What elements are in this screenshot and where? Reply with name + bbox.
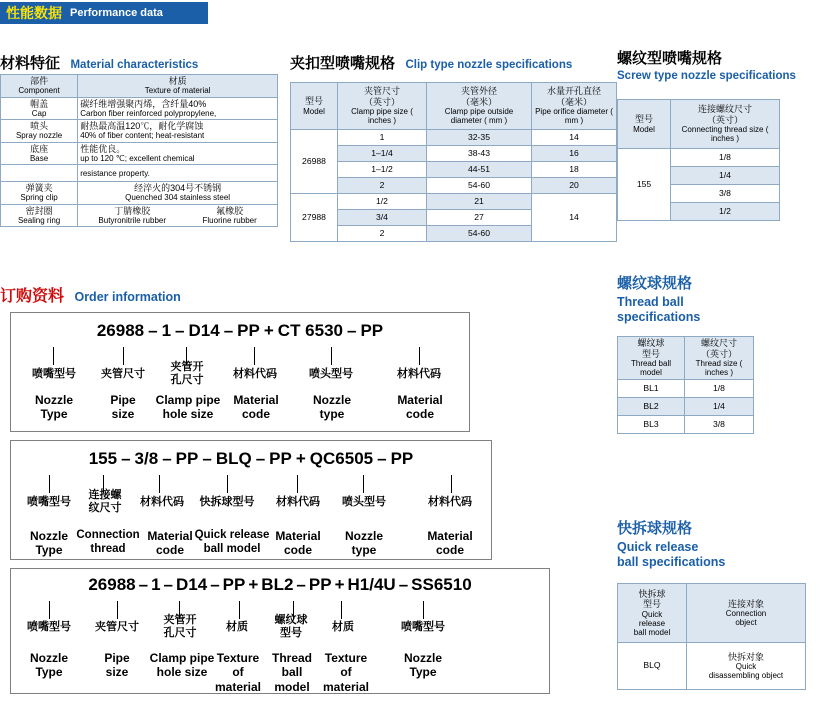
screw-nozzle-title [617, 50, 817, 83]
order3-sep-5: – [296, 575, 306, 594]
order3-label-cn-5: 螺纹球 型号 [274, 614, 308, 639]
order2-tick-6 [363, 475, 364, 493]
quick-release-title [617, 520, 817, 570]
order3-label-cn-1: 喷嘴型号 [27, 621, 71, 633]
order1-seg-pipe-size: 1 [161, 321, 172, 340]
order1-sep-2: – [175, 321, 185, 340]
screw-header-model: 型号 Model [618, 100, 671, 149]
table-row [1, 182, 278, 205]
screw-thread-size: 3/8 [671, 185, 780, 203]
material-desc-line-3: 性能优良。 up to 120 ℃; excellent chemical [78, 142, 278, 165]
table-row [291, 162, 617, 178]
order2-label-en-2: Connection thread [76, 529, 140, 555]
order1-label-en-6: Material code [397, 393, 443, 422]
order3-sep-2: – [163, 575, 174, 594]
clip-header-model: 型号 Model [291, 83, 338, 130]
order2-label-cn-3: 材料代码 [140, 496, 184, 508]
ball-model: BL3 [618, 416, 685, 434]
order1-label-cn-6: 材料代码 [397, 368, 441, 380]
order2-label-cn-2: 连接螺 纹尺寸 [88, 489, 122, 514]
order3-seg-ball-model: BL2 [261, 575, 294, 594]
qr-header-connection-object: 连接对象 Connection object [687, 584, 806, 643]
table-row [618, 416, 754, 434]
clip-title-cn: 夹扣型喷嘴规格 [290, 55, 396, 72]
clip-outside-diameter: 54-60 [427, 178, 532, 194]
table-row [618, 398, 754, 416]
ball-model: BL1 [618, 380, 685, 398]
table-header-row [618, 100, 780, 149]
order2-sep-6: – [377, 449, 387, 468]
order2-label-cn-5: 材料代码 [276, 496, 320, 508]
order1-label-en-4: Material code [233, 393, 279, 422]
table-row [1, 97, 278, 120]
material-title-cn: 材料特征 [0, 55, 61, 72]
order1-tick-4 [254, 347, 255, 365]
order1-label-cn-3: 夹管开 孔尺寸 [170, 361, 204, 386]
order1-label-cn-1: 喷嘴型号 [32, 368, 76, 380]
order2-label-en-5: Material code [275, 529, 321, 558]
order1-seg-model: 26988 [96, 321, 145, 340]
order1-sep-4: + [263, 321, 274, 340]
order3-label-cn-2: 夹管尺寸 [95, 621, 139, 633]
thread-ball-title-en1: Thread ball [617, 295, 684, 309]
material-title-en: Material characteristics [70, 59, 199, 71]
order2-tick-1 [49, 475, 50, 493]
clip-header-outside-diameter: 夹管外径 （毫米） Clamp pipe outside diameter ( mm ) [427, 83, 532, 130]
order-information-title [0, 283, 181, 306]
material-header-component: 部件 Component [1, 75, 78, 98]
order3-sep-1: – [138, 575, 149, 594]
screw-type-nozzle-table [617, 99, 780, 221]
performance-data-banner [0, 2, 208, 24]
order-example-box-2 [10, 440, 492, 560]
order1-label-en-5: Nozzle type [312, 393, 351, 422]
order-title-cn: 订购资料 [0, 288, 65, 305]
clip-pipe-size: 1–1/2 [338, 162, 427, 178]
order3-label-en-7: Nozzle Type [403, 651, 442, 680]
order3-tick-1 [49, 601, 50, 619]
table-row [1, 142, 278, 165]
order2-sep-1: – [121, 449, 131, 468]
table-header-row [291, 83, 617, 130]
clip-outside-diameter: 27 [427, 210, 532, 226]
material-desc-spring-clip: 经淬火的304号不锈钢 Quenched 304 stainless steel [78, 182, 278, 205]
table-row [618, 380, 754, 398]
table-header-row [618, 584, 806, 643]
screw-header-thread-size: 连接螺纹尺寸 （英寸） Connecting thread size ( inches ) [671, 100, 780, 149]
order2-label-cn-1: 喷嘴型号 [27, 496, 71, 508]
order2-tick-7 [451, 475, 452, 493]
material-header-texture: 材质 Texture of material [78, 75, 278, 98]
clip-outside-diameter: 38-43 [427, 146, 532, 162]
qr-title-cn: 快拆球规格 [617, 520, 693, 537]
banner-title-en: Performance data [70, 7, 163, 19]
clip-pipe-size: 1/2 [338, 194, 427, 210]
order-title-en: Order information [74, 290, 181, 304]
qr-header-model: 快拆球 型号 Quick release ball model [618, 584, 687, 643]
order2-seg-nozzle-type: QC6505 [309, 449, 374, 468]
banner-title-cn: 性能数据 [6, 5, 62, 21]
screw-thread-size: 1/8 [671, 149, 780, 167]
clip-orifice-diameter: 20 [532, 178, 617, 194]
clip-pipe-size: 3/4 [338, 210, 427, 226]
order3-label-en-2: Pipe size [104, 651, 130, 680]
table-row [1, 120, 278, 143]
quick-release-ball-table [617, 583, 806, 690]
material-desc-line-1: 碳纤维增强聚丙烯，含纤量40% Carbon fiber reinforced polypropylene, [78, 97, 278, 120]
table-row [1, 165, 278, 182]
order1-sep-1: – [148, 321, 158, 340]
order2-seg-thread: 3/8 [134, 449, 159, 468]
screw-title-cn: 螺纹型喷嘴规格 [617, 50, 723, 67]
order2-label-en-6: Nozzle type [344, 529, 383, 558]
table-row [291, 194, 617, 210]
clip-nozzle-title [290, 52, 572, 73]
order3-tick-7 [423, 601, 424, 619]
order3-sep-6: + [334, 575, 345, 594]
order2-sep-4: – [255, 449, 266, 468]
table-header-row [1, 75, 278, 98]
order1-tick-2 [123, 347, 124, 365]
clip-outside-diameter: 21 [427, 194, 532, 210]
order1-label-en-3: Clamp pipe hole size [155, 393, 221, 422]
clip-title-en: Clip type nozzle specifications [405, 59, 573, 71]
table-row [291, 178, 617, 194]
order2-sep-3: – [202, 449, 212, 468]
order3-label-en-4: Texture of material [214, 651, 262, 694]
table-row [291, 146, 617, 162]
clip-outside-diameter: 44-51 [427, 162, 532, 178]
qr-model: BLQ [618, 643, 687, 690]
order3-seg-nozzle-type: SS6510 [411, 575, 472, 594]
order2-sep-5: + [295, 449, 306, 468]
clip-orifice-diameter: 14 [532, 130, 617, 146]
qr-title-en2: ball specifications [617, 555, 726, 569]
order3-seg-hole-size: D14 [176, 575, 208, 594]
table-row [618, 643, 806, 690]
order3-label-cn-3: 夹管开 孔尺寸 [163, 614, 197, 639]
material-component-base: 底座 Base [1, 142, 78, 165]
material-characteristics-table [0, 74, 278, 227]
clip-model-26988: 26988 [291, 130, 338, 194]
order-example-box-3 [10, 568, 550, 694]
order2-seg-model: 155 [88, 449, 118, 468]
material-component-cap: 帽盖 Cap [1, 97, 78, 120]
material-desc-sealing-ring: 丁腈橡胶 Butyronitrile rubber 氟橡胶 Fluorine rubber [78, 204, 278, 227]
table-row [1, 204, 278, 227]
clip-orifice-diameter: 18 [532, 162, 617, 178]
thread-ball-title [617, 275, 807, 325]
thread-ball-title-en2: specifications [617, 310, 701, 324]
clip-pipe-size: 1 [338, 130, 427, 146]
order3-sep-4: + [248, 575, 259, 594]
qr-title-en1: Quick release [617, 540, 699, 554]
order3-sep-3: – [210, 575, 220, 594]
order3-label-cn-4: 材质 [226, 621, 248, 633]
material-component-sealing-ring: 密封圈 Sealing ring [1, 204, 78, 227]
clip-outside-diameter: 54-60 [427, 226, 532, 242]
order3-seg-material2: PP [308, 575, 332, 594]
material-component-spring-clip: 弹簧夹 Spring clip [1, 182, 78, 205]
order2-label-cn-6: 喷头型号 [342, 496, 386, 508]
order3-label-en-3: Clamp pipe hole size [149, 651, 215, 680]
thread-ball-table [617, 336, 754, 434]
table-row [291, 130, 617, 146]
order3-seg-thread: H1/4U [347, 575, 396, 594]
screw-thread-size: 1/4 [671, 167, 780, 185]
qr-connection-object: 快拆对象 Quick disassembling object [687, 643, 806, 690]
order2-seg-ball-model: BLQ [215, 449, 252, 468]
order1-label-cn-5: 喷头型号 [309, 368, 353, 380]
clip-header-pipe-size: 夹管尺寸 （英寸） Clamp pipe size ( inches ) [338, 83, 427, 130]
order3-label-en-1: Nozzle Type [29, 651, 68, 680]
order3-seg-pipe-size: 1 [151, 575, 161, 594]
order3-label-en-6: Texture of material [322, 651, 370, 694]
order1-seg-material2: PP [360, 321, 384, 340]
clip-pipe-size: 2 [338, 178, 427, 194]
order2-label-en-7: Material code [427, 529, 473, 558]
order2-label-cn-4: 快拆球型号 [199, 496, 255, 508]
order3-seg-material: PP [222, 575, 246, 594]
screw-model-155: 155 [618, 149, 671, 221]
order2-seg-material2: PP [269, 449, 292, 468]
clip-pipe-size: 1–1/4 [338, 146, 427, 162]
clip-orifice-diameter: 14 [532, 194, 617, 242]
clip-outside-diameter: 32-35 [427, 130, 532, 146]
order1-label-en-1: Nozzle Type [34, 393, 73, 422]
table-row [618, 149, 780, 167]
order2-label-en-1: Nozzle Type [29, 529, 68, 558]
order3-sep-7: – [398, 575, 409, 594]
ball-model: BL2 [618, 398, 685, 416]
clip-header-orifice-diameter: 水量开孔直径 （毫米） Pipe orifice diameter ( mm ) [532, 83, 617, 130]
order1-tick-1 [53, 347, 54, 365]
order2-seg-material: PP [175, 449, 199, 468]
ball-thread-size: 1/8 [685, 380, 754, 398]
order3-seg-model: 26988 [88, 575, 136, 594]
order1-tick-6 [419, 347, 420, 365]
thread-ball-title-cn: 螺纹球规格 [617, 275, 693, 292]
table-header-row [618, 337, 754, 380]
order3-tick-2 [117, 601, 118, 619]
order1-tick-5 [331, 347, 332, 365]
screw-title-en: Screw type nozzle specifications [617, 69, 796, 82]
clip-model-27988: 27988 [291, 194, 338, 242]
screw-thread-size: 1/2 [671, 203, 780, 221]
ball-header-thread-size: 螺纹尺寸 （英寸） Thread size ( inches ) [685, 337, 754, 380]
material-characteristics-title [0, 52, 198, 73]
order1-seg-nozzle-type: CT 6530 [277, 321, 343, 340]
order3-label-cn-6: 材质 [332, 621, 354, 633]
material-component-spray-nozzle: 喷头 Spray nozzle [1, 120, 78, 143]
material-desc-line-2: 耐热最高温120℃，耐化学腐蚀 40% of fiber content; heat-resistant [78, 120, 278, 143]
order1-label-cn-4: 材料代码 [233, 368, 277, 380]
material-desc-line-4: resistance property. [78, 165, 278, 182]
order2-label-cn-7: 材料代码 [428, 496, 472, 508]
order2-tick-3 [159, 475, 160, 493]
order1-label-cn-2: 夹管尺寸 [101, 368, 145, 380]
order2-label-en-4: Quick release ball model [194, 529, 270, 555]
order1-sep-5: – [347, 321, 357, 340]
order-example-box-1 [10, 312, 470, 432]
order2-label-en-3: Material code [147, 529, 193, 558]
order1-label-en-2: Pipe size [110, 393, 136, 422]
ball-thread-size: 3/8 [685, 416, 754, 434]
order3-tick-6 [341, 601, 342, 619]
clip-pipe-size: 2 [338, 226, 427, 242]
material-component-blank [1, 165, 78, 182]
order1-seg-material: PP [237, 321, 260, 340]
order3-label-cn-7: 喷嘴型号 [401, 621, 445, 633]
order1-seg-hole-size: D14 [188, 321, 220, 340]
clip-type-nozzle-table [290, 82, 617, 242]
ball-thread-size: 1/4 [685, 398, 754, 416]
order3-label-en-5: Thread ball model [271, 651, 312, 694]
ball-header-model: 螺纹球 型号 Thread ball model [618, 337, 685, 380]
clip-orifice-diameter: 16 [532, 146, 617, 162]
order3-tick-4 [239, 601, 240, 619]
order2-tick-5 [297, 475, 298, 493]
order2-sep-2: – [162, 449, 172, 468]
order2-tick-4 [227, 475, 228, 493]
order2-seg-material3: PP [390, 449, 414, 468]
order1-sep-3: – [223, 321, 234, 340]
